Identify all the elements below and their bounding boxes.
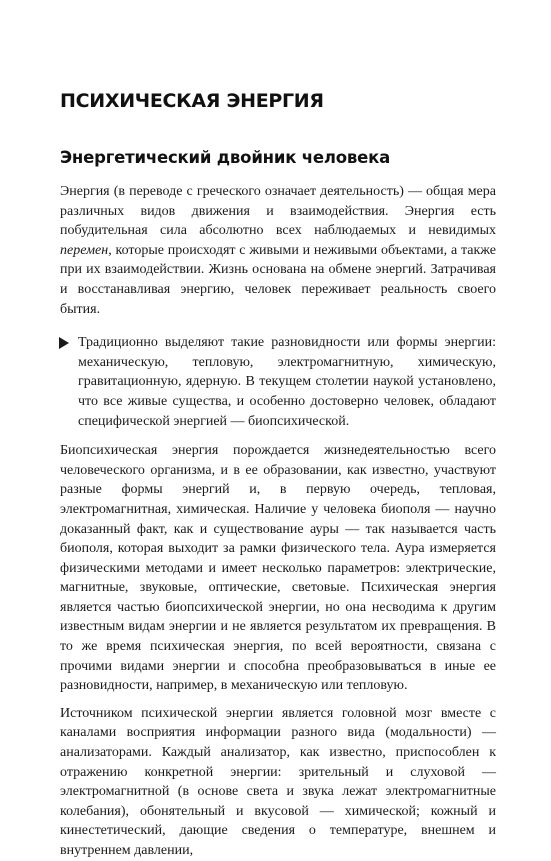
section-title: Энергетический двойник человека <box>60 148 391 167</box>
paragraph-energy-source: Источником психической энергии является головной мозг вместе с каналами восприятия информации разного вида (модальности) — анализаторами. Каждый анализатор, как известно, приспособлен к отражению конкретной энергии: зрительный и слуховой — электромагнитной (в основе света и звука лежат электромагнитные колебания), обонятельный и вкусовой — химической; кожный и кинестетический, дающие сведения о температуре, внешнем и внутреннем давлении, <box>60 705 496 858</box>
bullet-paragraph-energy-forms <box>60 333 496 431</box>
paragraph-text: , которые происходят с живыми и неживыми объектами, а также при их взаимодействии. Жизнь основана на обмене энергий. Затрачивая и восстанавливая энергию, человек переживает реальность своего бытия. <box>60 242 496 317</box>
chapter-title: ПСИХИЧЕСКАЯ ЭНЕРГИЯ <box>60 90 324 112</box>
paragraph-text: Энергия (в переводе с греческого означает деятельность) — общая мера различных видов движения и взаимодействия. Энергия есть побудительная сила абсолютно всех наблюдаемых и невидимых <box>60 184 496 239</box>
paragraph-energy-definition <box>60 182 496 319</box>
triangle-bullet-icon <box>59 337 69 349</box>
body-text <box>60 182 496 861</box>
paragraph-text: Традиционно выделяют такие разновидности или формы энергии: механическую, тепловую, электромагнитную, химическую, гравитационную, ядерную. В текущем столетии наукой установлено, что все живые существа, и особенно достоверно человек, обладают специфической энергией — биопсихической. <box>78 335 496 429</box>
paragraph-biopsychic-energy: Биопсихическая энергия порождается жизнедеятельностью всего человеческого организма, и в ее образовании, как известно, участвуют разные формы энергий и, в первую очередь, тепловая, электромагнитная, химическая. Наличие у человека биополя — научно доказанный факт, как и существование ауры — так называется часть биополя, которая выходит за рамки физического тела. Аура измеряется физическими методами и имеет несколько параметров: электрические, магнитные, звуковые, оптические, световые. Психическая энергия является частью биопсихической энергии, но она несводима к другим известным видам энергии и не является результатом их превращения. В то же время психическая энергия, по всей вероятности, связана с прочими видами энергии и способна преобразовываться в иные ее разновидности, например, в механическую или тепловую. <box>60 443 496 694</box>
italic-term: перемен <box>60 242 109 258</box>
